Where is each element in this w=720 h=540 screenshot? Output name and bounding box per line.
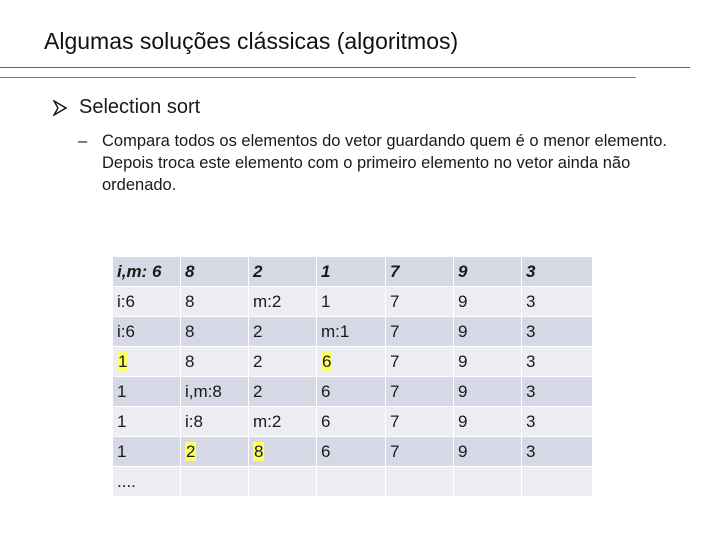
table-cell: 7 [386,347,454,377]
highlighted-value: 2 [186,441,196,461]
table-cell: 1 [113,437,181,467]
table-cell: m:1 [317,317,386,347]
table-cell: 1 [113,407,181,437]
table-cell [317,467,386,497]
table-cell: 3 [522,347,593,377]
table-cell: 9 [454,407,522,437]
table-cell: 2 [249,347,317,377]
table-cell [522,467,593,497]
table-cell: i,m: 6 [113,257,181,287]
table-cell: 2 [249,257,317,287]
table-cell: 1 [317,287,386,317]
slide-title: Algumas soluções clássicas (algoritmos) [44,28,459,54]
title-underline [0,67,690,68]
highlighted-value: 8 [254,441,264,461]
table-cell: i:8 [181,407,249,437]
table-cell: 9 [454,347,522,377]
highlighted-value: 1 [118,351,128,371]
bullet-text: Selection sort [79,96,201,118]
highlighted-value: 6 [322,351,332,371]
bullet-item [53,96,200,119]
table-row [113,317,593,347]
table-cell [454,467,522,497]
table-cell: 6 [317,407,386,437]
sorting-table [112,256,593,497]
arrow-bullet-icon [53,100,67,116]
table-cell: 7 [386,437,454,467]
table-row [113,377,593,407]
table-row [113,437,593,467]
table-cell [181,437,249,467]
table-cell: 9 [454,437,522,467]
table-cell: 8 [181,347,249,377]
table-row [113,467,593,497]
table-cell: i,m:8 [181,377,249,407]
table-cell: 8 [181,317,249,347]
table-cell: 9 [454,287,522,317]
title-underline-tertiary [428,77,636,78]
table-cell: 3 [522,407,593,437]
table-cell: 3 [522,437,593,467]
table-cell: 7 [386,287,454,317]
table-cell [181,467,249,497]
table-row [113,347,593,377]
table-row [113,287,593,317]
table-cell: 7 [386,317,454,347]
table-cell: 7 [386,257,454,287]
table-cell: 7 [386,407,454,437]
table-cell: 7 [386,377,454,407]
table-cell: 2 [249,317,317,347]
table-cell: .... [113,467,181,497]
table-cell: 1 [113,377,181,407]
table-cell: 9 [454,257,522,287]
table-cell: 9 [454,317,522,347]
table-cell: 3 [522,257,593,287]
table-cell: i:6 [113,287,181,317]
table-header-row [113,257,593,287]
table-cell [249,437,317,467]
table-cell: m:2 [249,287,317,317]
table-cell: 6 [317,377,386,407]
table-cell: 8 [181,287,249,317]
table-row [113,407,593,437]
table-cell: 2 [249,377,317,407]
table-cell: 3 [522,317,593,347]
title-underline-secondary [0,77,430,78]
table-cell: 1 [317,257,386,287]
table-cell: 3 [522,377,593,407]
table-cell: i:6 [113,317,181,347]
table-cell: 8 [181,257,249,287]
table-cell: 9 [454,377,522,407]
sub-bullet-text: Compara todos os elementos do vetor guardando quem é o menor elemento. Depois troca este elemento com o primeiro elemento no vetor ainda não ordenado. [102,132,668,194]
dash-bullet: – [78,132,88,150]
table-cell [317,347,386,377]
table-cell: m:2 [249,407,317,437]
table-cell [113,347,181,377]
sub-bullet [78,130,678,196]
table-cell: 6 [317,437,386,467]
table-cell [386,467,454,497]
table-cell [249,467,317,497]
table-cell: 3 [522,287,593,317]
